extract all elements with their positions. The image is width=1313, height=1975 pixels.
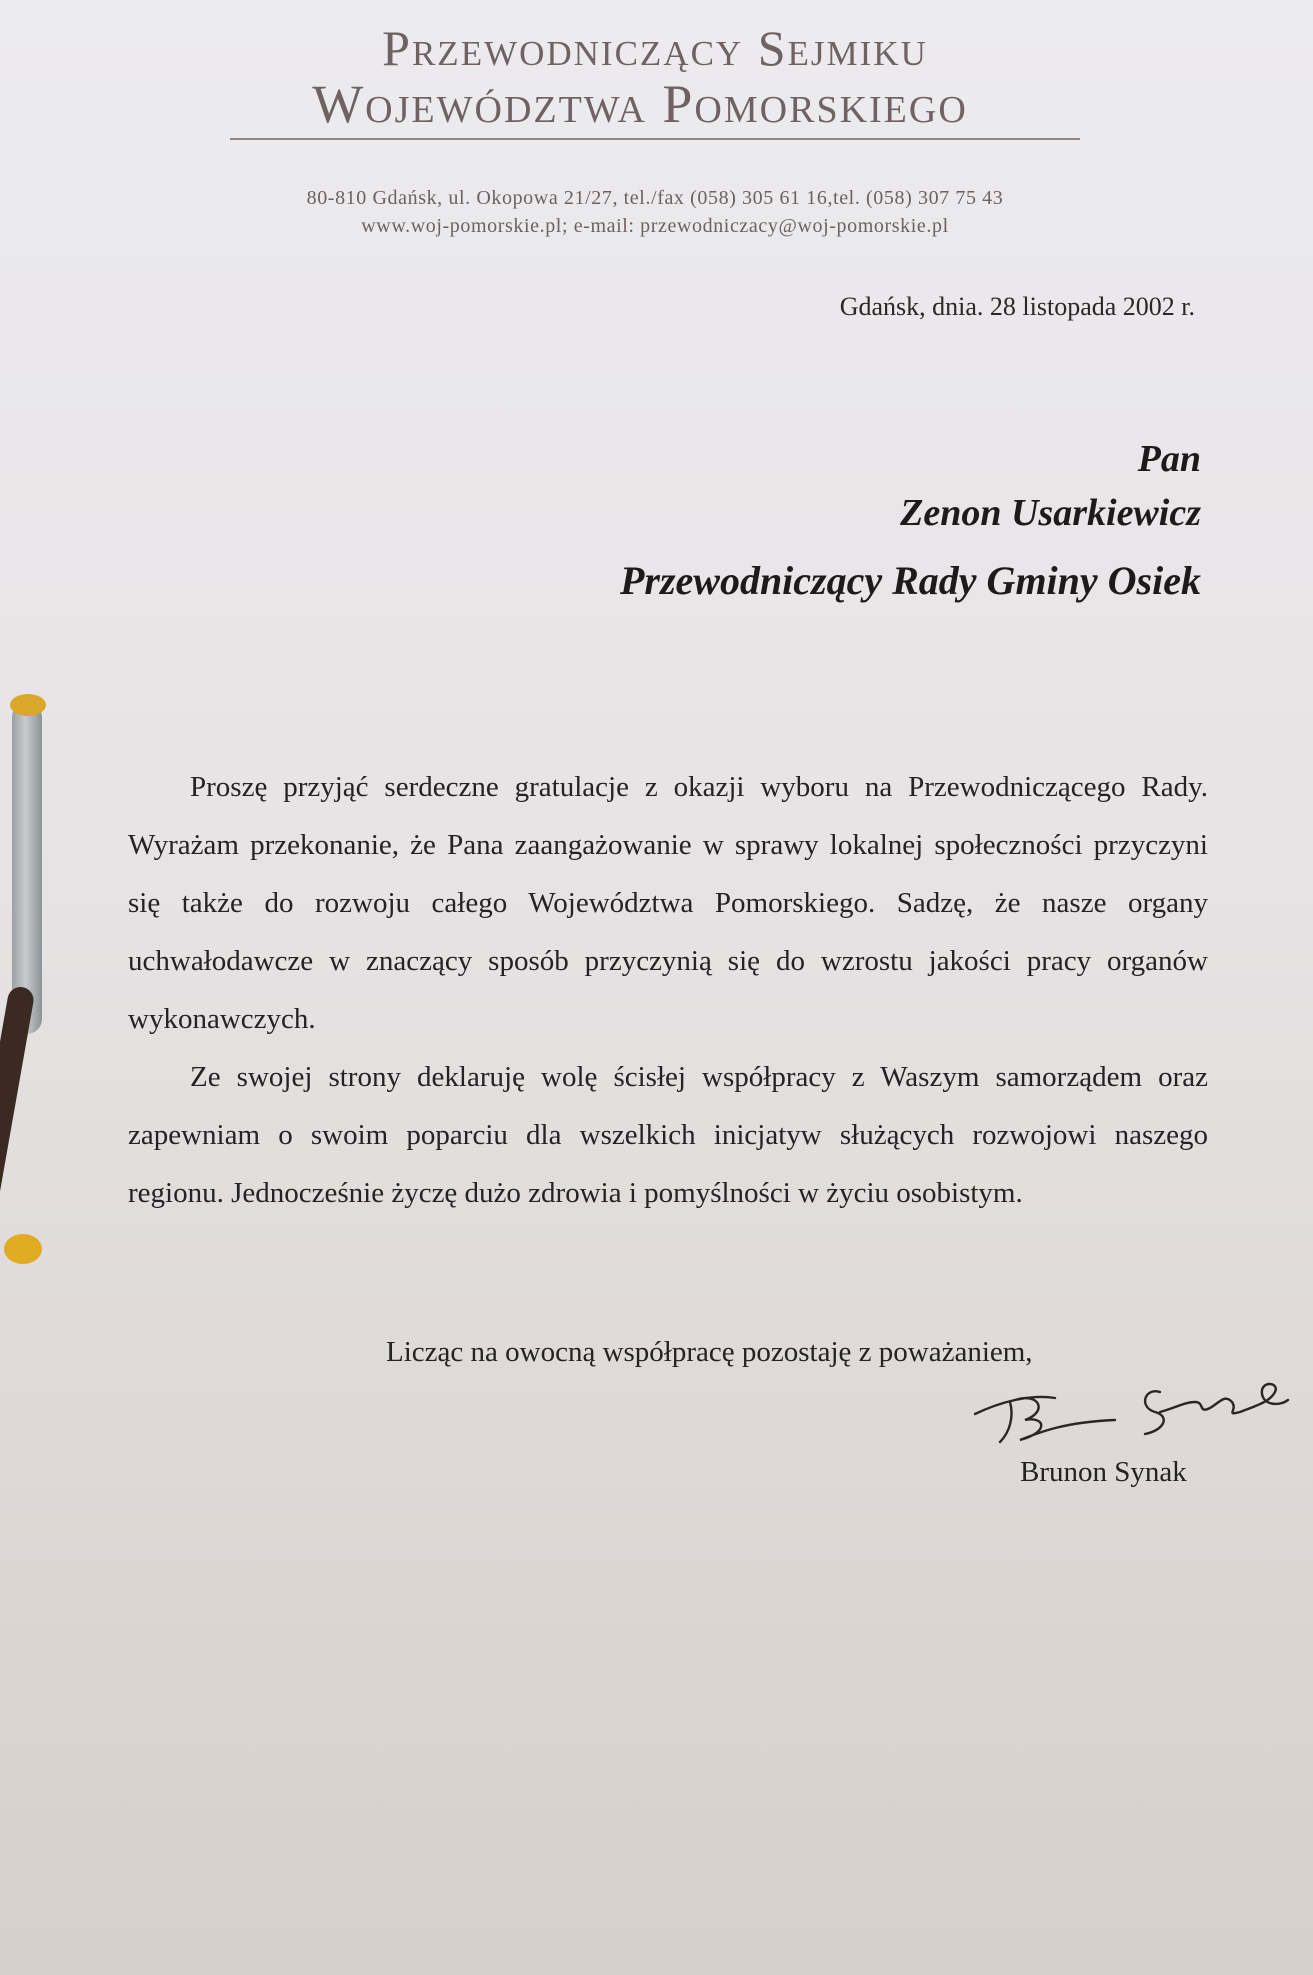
letterhead-title-line2: Województwa Pomorskiego xyxy=(312,74,968,134)
body-paragraph-2: Ze swojej strony deklaruję wolę ścisłej współpracy z Waszym samorządem oraz zapewniam o swoim poparciu dla wszelkich inicjatyw służących rozwojowi naszego regionu. Jednocześnie życzę dużo zdrowia i pomyślności w życiu osobistym. xyxy=(128,1061,1208,1209)
letterhead-web-email: www.woj-pomorskie.pl; e-mail: przewodniczacy@woj-pomorskie.pl xyxy=(361,215,949,237)
letterhead-title-line1: Przewodniczący Sejmiku xyxy=(382,20,928,76)
recipient-title: Przewodniczący Rady Gminy Osiek xyxy=(619,558,1201,603)
letterhead-divider xyxy=(230,138,1080,140)
body-paragraph-1: Proszę przyjąć serdeczne gratulacje z okazji wyboru na Przewodniczącego Rady. Wyrażam przekonanie, że Pana zaangażowanie w sprawy lokalnej społeczności przyczyni się także do rozwoju całego Województwa Pomorskiego. Sadzę, że nasze organy uchwałodawcze w znaczący sposób przyczynią się do wzrostu jakości pracy organów wykonawczych. xyxy=(128,771,1208,1035)
binder-clip-top-knob xyxy=(10,694,46,716)
recipient-salutation: Pan xyxy=(1137,438,1201,480)
letter-body xyxy=(128,758,1208,1222)
letter-date: Gdańsk, dnia. 28 listopada 2002 r. xyxy=(839,292,1195,321)
binder-clip-bottom-knob xyxy=(4,1234,42,1264)
letterhead xyxy=(230,20,1080,132)
letterhead-address: 80-810 Gdańsk, ul. Okopowa 21/27, tel./fax (058) 305 61 16,tel. (058) 307 75 43 xyxy=(306,187,1004,209)
recipient-block xyxy=(620,432,1201,608)
letterhead-contact xyxy=(240,184,1070,240)
signer-name: Brunon Synak xyxy=(1020,1456,1187,1488)
handwritten-signature xyxy=(970,1372,1290,1452)
recipient-name: Zenon Usarkiewicz xyxy=(900,492,1201,534)
binder-clip-bar xyxy=(12,702,42,1034)
closing-line: Licząc na owocną współpracę pozostaję z poważaniem, xyxy=(386,1336,1033,1368)
